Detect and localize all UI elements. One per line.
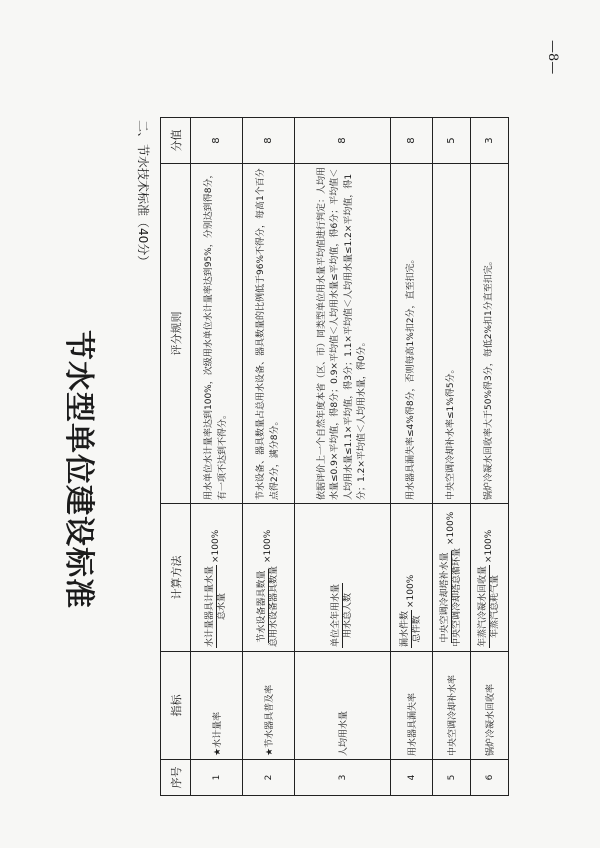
- row-score: 8: [243, 118, 295, 164]
- row-calc: [243, 504, 295, 652]
- table-header-row: [161, 118, 191, 796]
- row-indicator: 锅炉冷凝水回收率: [471, 652, 509, 760]
- row-calc: [433, 504, 471, 652]
- calc-denominator: 中央空调冷却塔总循环量: [452, 547, 462, 647]
- table-row: [391, 118, 433, 796]
- row-rule: 依据评价上一个自然年度本省（区、市）同类型单位用水量平均值进行判定：人均用水量≤0.9×平均值，得8分；0.9×平均值＜人均用水量≤平均值，得6分；平均值＜人均用水量≤1.1×平均值，得3分；1.1×平均值＜人均用水量≤1.2×平均值，得1分；1.2×平均值＜人均用水量，得0分。: [295, 164, 391, 504]
- row-rule: 中央空调冷却补水率≤1%得5分。: [433, 164, 471, 504]
- row-rule: 用水器具漏失率≤4%得8分，否则每高1%扣2分，直至扣完。: [391, 164, 433, 504]
- row-no: 5: [433, 760, 471, 796]
- calc-numerator: 水计量器具计量水量: [205, 565, 217, 648]
- table-row: [433, 118, 471, 796]
- calc-suffix: ×100%: [405, 574, 416, 608]
- calc-numerator: 单位全年用水量: [331, 583, 343, 648]
- calc-fraction: [400, 610, 424, 648]
- calc-fraction: [478, 565, 502, 648]
- section-heading: 二、节水技术标准（40分）: [136, 120, 150, 268]
- calc-numerator: 中央空调冷却塔补水量: [440, 551, 452, 643]
- calc-denominator: 总用水设备器具数量: [269, 565, 279, 647]
- table-row: [295, 118, 391, 796]
- row-score: 8: [391, 118, 433, 164]
- row-score: 8: [295, 118, 391, 164]
- header-no: 序号: [161, 760, 191, 796]
- standards-table-wrapper: [160, 118, 508, 796]
- row-indicator: ★节水器具普及率: [243, 652, 295, 760]
- calc-suffix: ×100%: [445, 511, 456, 545]
- row-no: 2: [243, 760, 295, 796]
- header-calc: 计算方法: [161, 504, 191, 652]
- row-score: 5: [433, 118, 471, 164]
- calc-numerator: 年蒸汽冷凝水回收量: [478, 565, 490, 648]
- calc-suffix: ×100%: [210, 529, 221, 563]
- calc-denominator: 总水量: [217, 592, 227, 620]
- row-indicator: 用水器具漏失率: [391, 652, 433, 760]
- row-indicator: 中央空调冷却补水率: [433, 652, 471, 760]
- standards-table: [160, 117, 509, 796]
- row-indicator: 人均用水量: [295, 652, 391, 760]
- calc-denominator: 总件数: [412, 615, 422, 643]
- calc-denominator: 用水总人数: [343, 592, 353, 638]
- header-rule: 评分规则: [161, 164, 191, 504]
- row-rule: 节水设备、器具数量占总用水设备、器具数量的比例低于96%不得分，每高1个百分点得2分，满分8分。: [243, 164, 295, 504]
- calc-numerator: 漏水件数: [400, 610, 412, 648]
- page-number: —8—: [545, 40, 560, 75]
- row-no: 1: [191, 760, 243, 796]
- row-calc: [295, 504, 391, 652]
- row-score: 8: [191, 118, 243, 164]
- row-indicator: ★水计量率: [191, 652, 243, 760]
- row-score: 3: [471, 118, 509, 164]
- calc-numerator: 节水设备器具数量: [257, 569, 269, 643]
- calc-fraction: [257, 565, 281, 648]
- page-title: 节水型单位建设标准: [61, 330, 96, 609]
- table-row: [191, 118, 243, 796]
- row-no: 6: [471, 760, 509, 796]
- row-no: 4: [391, 760, 433, 796]
- row-rule: 用水单位水计量率达到100%，次级用水单位水计量率达到95%，分别达到得8分，有一项不达到不得分。: [191, 164, 243, 504]
- calc-denominator: 年蒸汽总耗气量: [490, 574, 500, 638]
- row-no: 3: [295, 760, 391, 796]
- table-row: [471, 118, 509, 796]
- header-indicator: 指标: [161, 652, 191, 760]
- calc-fraction: [205, 565, 229, 648]
- table-row: [243, 118, 295, 796]
- row-rule: 锅炉冷凝水回收率大于50%得3分，每低2%扣1分直至扣完。: [471, 164, 509, 504]
- calc-suffix: ×100%: [483, 529, 494, 563]
- row-calc: [391, 504, 433, 652]
- calc-suffix: ×100%: [262, 529, 273, 563]
- row-calc: [191, 504, 243, 652]
- calc-fraction: [440, 547, 464, 648]
- calc-fraction: [331, 583, 355, 648]
- row-calc: [471, 504, 509, 652]
- header-score: 分值: [161, 118, 191, 164]
